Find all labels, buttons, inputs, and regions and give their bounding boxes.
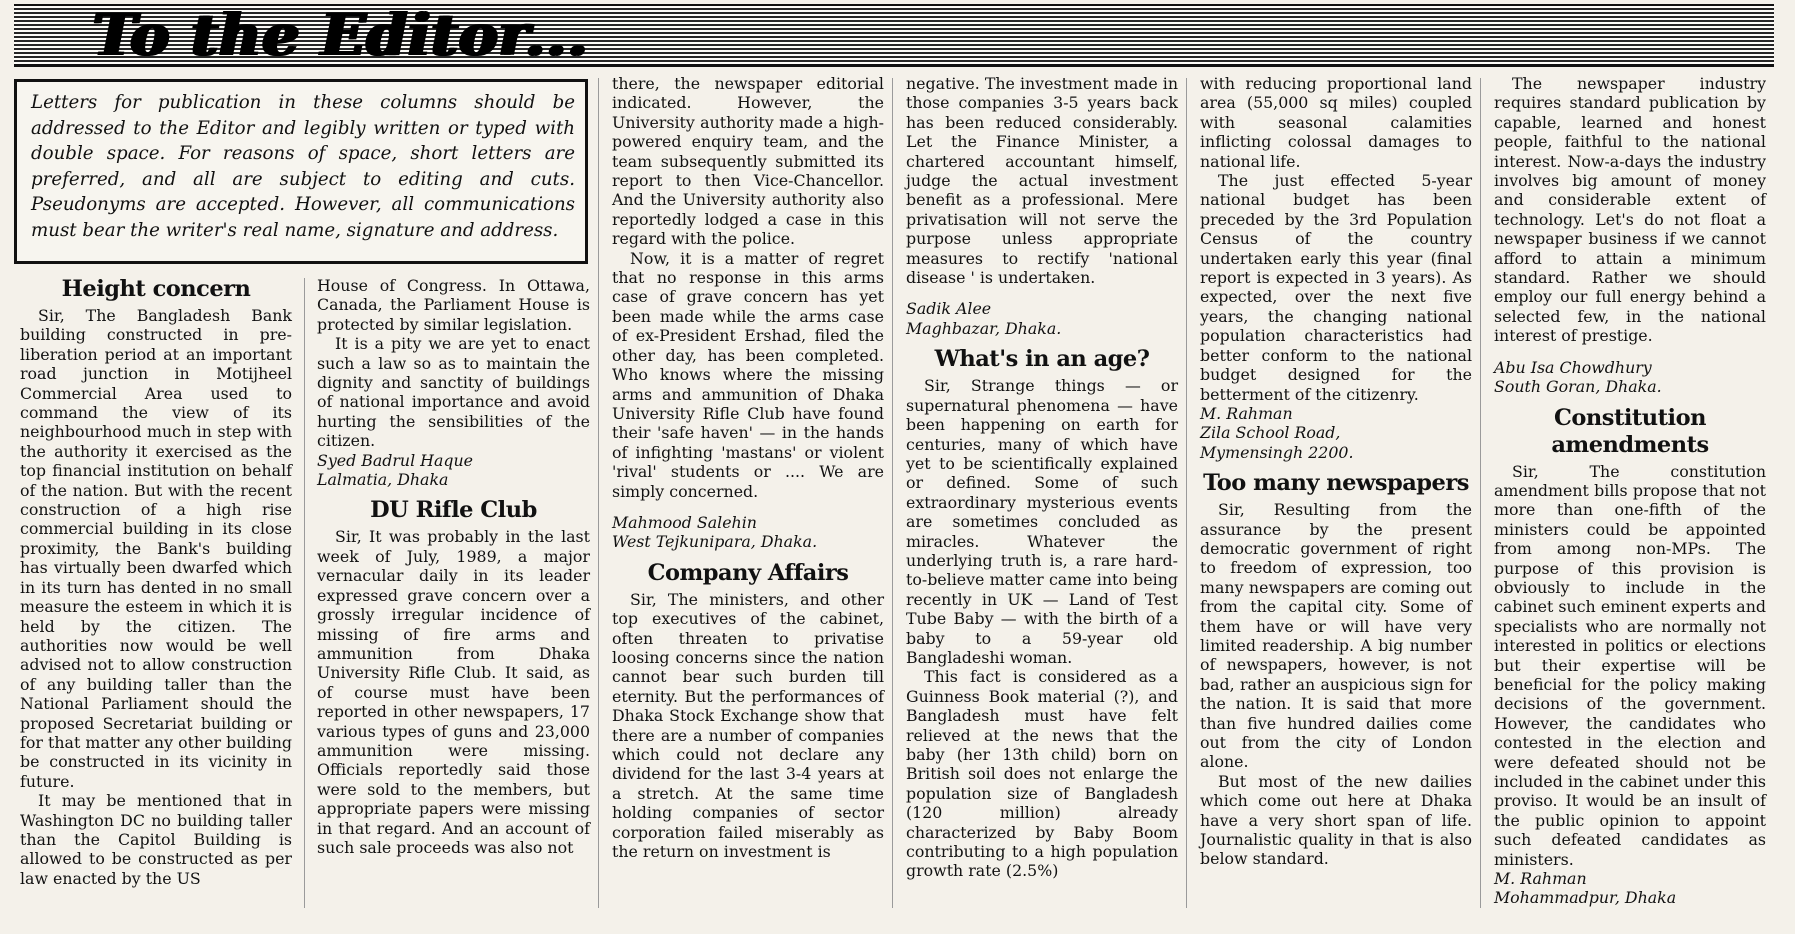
letter-paragraph: Sir, It was probably in the last week of July, 1989, a major vernacular daily in its leader expressed grave concern over a grossly irregular incidence of missing of fire arms and ammunition from Dhaka University Rifle Club. It said, as of course must have been reported in other newspapers, 17 various types of guns and 23,000 ammunition were missing. Officials reportedly said those were sold to the members, but appropriate papers were missing in that regard. And an account of such sale proceeds was also not <box>317 527 590 857</box>
letter-signature-name: M. Rahman <box>1200 403 1293 423</box>
letter-signature-place: South Goran, Dhaka. <box>1494 377 1662 397</box>
column-3 <box>612 74 884 861</box>
letter-paragraph: The just effected 5-year national budget has been preceded by the 3rd Population Census of the country undertaken early this year (final report is expected in 3 years). As expected, over the next five years, the changing national population characteristics had better conform to the national budget designed for the betterment of the citizenry. <box>1200 171 1472 404</box>
letter-title-constitution-amendments: Constitution amendments <box>1551 404 1709 458</box>
column-rule <box>1186 78 1187 908</box>
section-banner <box>14 1 1774 69</box>
letter-paragraph: This fact is considered as a Guinness Book material (?), and Bangladesh must have felt relieved at the news that the baby (her 13th child) born on British soil does not enlarge the population size of Bangladesh (120 million) already characterized by Baby Boom contributing to a high population growth rate (2.5%) <box>906 667 1178 881</box>
column-rule <box>1480 78 1481 908</box>
letter-title-du-rifle-club: DU Rifle Club <box>370 497 537 524</box>
letter-title-height-concern: Height concern <box>61 276 251 302</box>
letter-signature-name: M. Rahman <box>1494 869 1587 889</box>
letter-signature-line: Mymensingh 2200. <box>1200 442 1354 462</box>
column-4 <box>906 74 1178 881</box>
letter-paragraph: Sir, Strange things — or supernatural phenomena — have been happening on earth for centuries, many of which have yet to be scientifically explained or defined. Some of such extraordinary mysterious events are sometimes concluded as miracles. Whatever the underlying truth is, a rare hard-to-believe matter came into being recently in UK — Land of Test Tube Baby — with the birth of a baby to a 59-year old Bangladeshi woman. <box>906 376 1178 667</box>
letter-paragraph: But most of the new dailies which come out here at Dhaka have a very short span of life. Journalistic quality in that is also below standard. <box>1200 771 1472 869</box>
letter-paragraph: It may be mentioned that in Washington DC no building taller than the Capitol Building is allowed to be constructed as per law enacted by the US <box>20 791 292 888</box>
letter-signature-place: West Tejkunipara, Dhaka. <box>612 532 818 552</box>
column-rule <box>304 278 305 908</box>
letter-paragraph: Sir, Resulting from the assurance by the present democratic government of right to freedom of expression, too many newspapers are coming out from the capital city. Some of them have or will have very limited readership. A big number of newspapers, however, is not bad, rather an auspicious sign for the nation. It is said that more than five hundred dailies come out from the city of London alone. <box>1200 500 1472 772</box>
column-2 <box>317 276 590 857</box>
column-1 <box>20 276 292 888</box>
letter-paragraph: there, the newspaper editorial indicated. However, the University authority made a high-powered enquiry team, and the team subsequently submitted its report to then Vice-Chancellor. And the University authority also reportedly lodged a case in this regard with the police. <box>612 74 884 249</box>
letter-paragraph: It is a pity we are yet to enact such a law so as to maintain the dignity and sanctity of buildings of national importance and avoid hurting the sensibilities of the citizen. <box>317 334 590 451</box>
column-5 <box>1200 74 1472 869</box>
letter-signature-name: Sadik Alee <box>906 299 992 319</box>
column-rule <box>892 78 893 908</box>
column-rule <box>598 78 599 908</box>
letter-signature-place: Maghbazar, Dhaka. <box>906 318 1062 338</box>
editor-notice-text: Letters for publication in these columns should be addressed to the Editor and legibly written or typed with double space. For reasons of space, short letters are preferred, and all are subject to editing and cuts. Pseudonyms are accepted. However, all communications must bear the writer's real name, signature and address. <box>31 92 575 241</box>
letter-paragraph: Sir, The constitution amendment bills propose that not more than one-fifth of the ministers could be appointed from among non-MPs. The purpose of this provision is obviously to include in the cabinet such eminent experts and specialists who are normally not interested in politics or elections but their expertise will be beneficial for the policy making decisions of the government. However, the candidates who contested in the election and were defeated should not be included in the cabinet under this proviso. It would be an insult of the public opinion to appoint such defeated candidates as ministers. <box>1494 461 1766 869</box>
editor-notice-box <box>14 79 588 264</box>
letter-title-company-affairs: Company Affairs <box>647 559 849 586</box>
letter-paragraph: House of Congress. In Ottawa, Canada, the Parliament House is protected by similar legislation. <box>317 276 590 334</box>
letter-paragraph: with reducing proportional land area (55,000 sq miles) coupled with seasonal calamities inflicting colossal damages to national life. <box>1200 74 1472 171</box>
letter-paragraph: negative. The investment made in those companies 3-5 years back has been reduced considerably. Let the Finance Minister, a chartered accountant himself, judge the actual investment benefit as a professional. Mere privatisation will not serve the purpose unless appropriate measures to rectify 'national disease ' is undertaken. <box>906 74 1178 288</box>
letter-signature-place: Lalmatia, Dhaka <box>317 470 449 490</box>
letter-signature-line: Zila School Road, <box>1200 423 1341 443</box>
letter-paragraph: The newspaper industry requires standard publication by capable, learned and honest people, faithful to the national interest. Now-a-days the industry involves big amount of money and considerable extent of technology. Let's do not float a newspaper business if we cannot afford to attain a minimum standard. Rather we should employ our full energy behind a selected few, in the national interest of prestige. <box>1494 74 1766 346</box>
letter-title-too-many-newspapers: Too many newspapers <box>1203 470 1469 497</box>
section-title: To the Editor... <box>92 1 588 69</box>
letter-paragraph: Sir, The Bangladesh Bank building constructed in pre-liberation period at an important road junction in Motijheel Commercial Area used to command the view of its neighbourhood much in step with the authority it exercised as the top financial institution on behalf of the nation. But with the recent construction of a high rise commercial building in its close proximity, the Bank's building has virtually been dwarfed which in its turn has dented in no small measure the esteem in which it is held by the citizen. The authorities now would be well advised not to allow construction of any building taller than the National Parliament should the proposed Secretariat building or for that matter any other building be constructed in its vicinity in future. <box>20 306 292 791</box>
letter-paragraph: Now, it is a matter of regret that no response in this arms case of grave concern has yet been made while the arms case of ex-President Ershad, filed the other day, has been completed. Who knows where the missing arms and ammunition of Dhaka University Rifle Club have found their 'safe haven' — in the hands of infighting 'mastans' or violent 'rival' students or .... We are simply concerned. <box>612 248 884 501</box>
letter-paragraph: Sir, The ministers, and other top executives of the cabinet, often threaten to privatise loosing concerns since the nation cannot bear such burden till eternity. But the performances of Dhaka Stock Exchange show that there are a number of companies which could not declare any dividend for the last 3-4 years at a stretch. At the same time holding companies of sector corporation failed miserably as the return on investment is <box>612 589 884 862</box>
letter-signature-name: Syed Badrul Haque <box>317 450 473 470</box>
column-6 <box>1494 74 1766 908</box>
letter-signature-place: Mohammadpur, Dhaka <box>1494 888 1677 908</box>
letter-signature-name: Abu Isa Chowdhury <box>1494 357 1652 377</box>
letter-title-whats-in-an-age: What's in an age? <box>934 346 1150 373</box>
letter-signature-name: Mahmood Salehin <box>612 512 757 532</box>
